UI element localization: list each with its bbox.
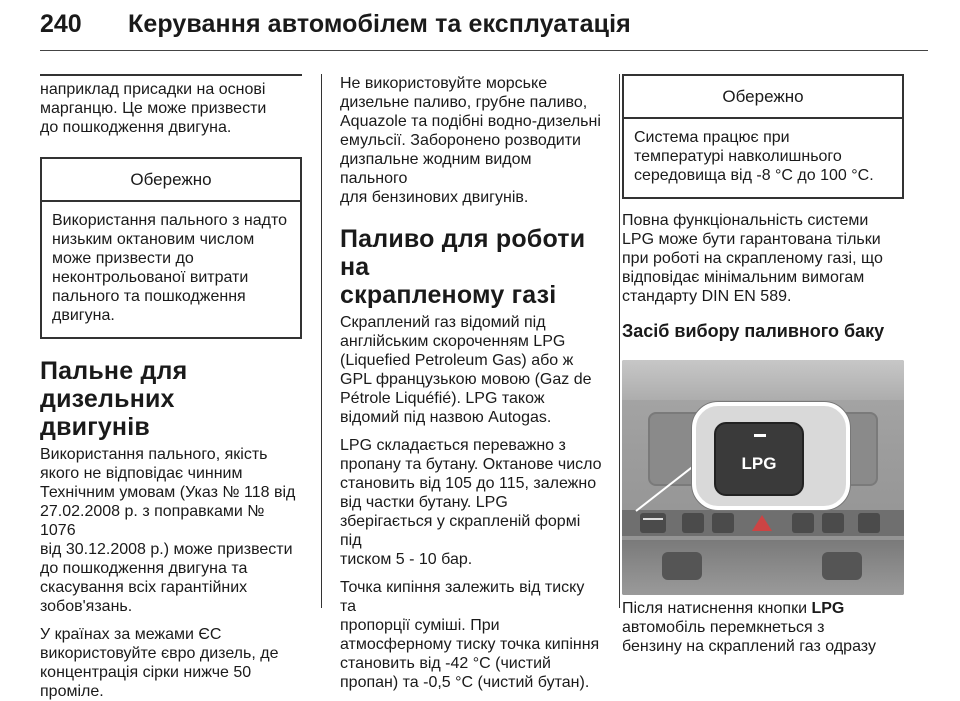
- text-line: становить від 105 до 115, залежно: [340, 475, 597, 492]
- caution-box: [622, 74, 904, 199]
- paragraph: [340, 436, 602, 569]
- text-line: дизпальне жодним видом пального: [340, 151, 532, 187]
- paragraph: [340, 313, 602, 427]
- title-line: Пальне для дизельних: [40, 357, 188, 413]
- column-right: [622, 74, 904, 656]
- text-line: [622, 599, 904, 618]
- indicator-led: [754, 434, 766, 437]
- text-span: Після натиснення кнопки: [622, 600, 812, 617]
- paragraph: [340, 74, 602, 207]
- column-middle: [340, 74, 602, 692]
- text-line: Використання пального з надто: [52, 212, 288, 229]
- column-divider: [619, 74, 620, 608]
- lpg-button-figure: [622, 360, 904, 595]
- text-line: середовища від -8 °C до 100 °C.: [634, 167, 874, 184]
- text-line: дизельне паливо, грубне паливо,: [340, 94, 588, 111]
- text-line: до пошкодження двигуна.: [40, 119, 232, 136]
- paragraph: [40, 625, 302, 701]
- text-line: LPG може бути гарантована тільки: [622, 231, 881, 248]
- caution-heading: Обережно: [624, 76, 902, 119]
- caution-heading: Обережно: [42, 159, 300, 202]
- text-line: неконтрольованої витрати: [52, 269, 249, 286]
- page-title: Керування автомобілем та експлуатація: [128, 10, 631, 38]
- switch: [822, 513, 844, 533]
- text-line: від частки бутану. LPG: [340, 494, 508, 511]
- text-line: тиском 5 - 10 бар.: [340, 551, 473, 568]
- paragraph: [622, 599, 904, 656]
- header-divider: [40, 50, 928, 51]
- text-line: 27.02.2008 р. з поправками № 1076: [40, 503, 265, 539]
- lpg-switch-small: [640, 513, 666, 533]
- text-line: концентрація сірки нижче 50: [40, 664, 252, 681]
- paragraph: [40, 445, 302, 616]
- text-line: пропорції суміші. При: [340, 617, 500, 634]
- title-line: двигунів: [40, 413, 150, 441]
- text-line: пропану та бутану. Октанове число: [340, 456, 602, 473]
- text-line: (Liquefied Petroleum Gas) або ж: [340, 352, 574, 369]
- continued-caution-text: [40, 74, 302, 137]
- section-title-diesel: [40, 357, 302, 441]
- text-line: GPL французькою мовою (Gaz de: [340, 371, 592, 388]
- section-title-lpg: [340, 225, 602, 309]
- text-line: LPG складається переважно з: [340, 437, 566, 454]
- text-line: низьким октановим числом: [52, 231, 255, 248]
- caution-body: [42, 202, 300, 337]
- text-line: проміле.: [40, 683, 104, 700]
- switch: [682, 513, 704, 533]
- caution-box: [40, 157, 302, 339]
- zoomed-lpg-button: [692, 402, 850, 510]
- text-line: двигуна.: [52, 307, 115, 324]
- text-line: пропан) та -0,5 °C (чистий бутан).: [340, 674, 590, 691]
- text-line: Використання пального, якість: [40, 446, 268, 463]
- text-line: автомобіль перемкнеться з: [622, 619, 825, 636]
- text-line: для бензинових двигунів.: [340, 189, 529, 206]
- text-line: наприклад присадки на основі: [40, 81, 266, 98]
- text-line: Точка кипіння залежить від тиску та: [340, 579, 585, 615]
- text-line: марганцю. Це може призвести: [40, 100, 267, 117]
- text-line: використовуйте євро дизель, де: [40, 645, 279, 662]
- subsection-title: Засіб вибору паливного баку: [622, 321, 885, 341]
- text-line: емульсії. Заборонено розводити: [340, 132, 581, 149]
- text-line: Технічним умовам (Указ № 118 від: [40, 484, 296, 501]
- text-line: Система працює при: [634, 129, 790, 146]
- text-line: якого не відповідає чинним: [40, 465, 243, 482]
- column-divider: [321, 74, 322, 608]
- text-line: стандарту DIN EN 589.: [622, 288, 792, 305]
- text-line: до пошкодження двигуна та: [40, 560, 248, 577]
- text-line: при роботі на скрапленому газі, що: [622, 250, 883, 267]
- dashboard-top: [622, 360, 904, 400]
- column-left: [40, 74, 302, 701]
- text-line: відомий під назвою Autogas.: [340, 409, 552, 426]
- text-line: Скраплений газ відомий під: [340, 314, 546, 331]
- text-line: становить від -42 °C (чистий: [340, 655, 551, 672]
- caution-body: [624, 119, 902, 197]
- text-line: зобов'язань.: [40, 598, 133, 615]
- lpg-button: [714, 422, 804, 496]
- switch: [712, 513, 734, 533]
- page-header: [40, 6, 920, 46]
- lpg-switch-mark: [643, 518, 663, 528]
- paragraph: [340, 578, 602, 692]
- lpg-key-label: LPG: [811, 600, 845, 617]
- text-line: Pétrole Liquéfié). LPG також: [340, 390, 545, 407]
- title-line: Паливо для роботи на: [340, 225, 586, 281]
- text-line: Не використовуйте морське: [340, 75, 548, 92]
- text-line: пального та пошкодження: [52, 288, 246, 305]
- text-line: може призвести до: [52, 250, 194, 267]
- text-line: Aquazole та подібні водно-дизельні: [340, 113, 601, 130]
- switch: [858, 513, 880, 533]
- lpg-button-label: LPG: [741, 454, 777, 473]
- switch: [792, 513, 814, 533]
- text-line: відповідає мінімальним вимогам: [622, 269, 865, 286]
- control-knob: [662, 552, 702, 580]
- page-number: 240: [40, 10, 82, 38]
- text-line: зберігається у скрапленій формі під: [340, 513, 581, 549]
- control-knob: [822, 552, 862, 580]
- paragraph: [622, 211, 904, 306]
- text-line: атмосферному тиску точка кипіння: [340, 636, 600, 653]
- text-line: температурі навколишнього: [634, 148, 842, 165]
- text-line: У країнах за межами ЄС: [40, 626, 222, 643]
- text-line: скасування всіх гарантійних: [40, 579, 248, 596]
- text-line: англійським скороченням LPG: [340, 333, 566, 350]
- text-line: бензину на скраплений газ одразу: [622, 638, 876, 655]
- title-line: скрапленому газі: [340, 281, 557, 309]
- text-line: від 30.12.2008 р.) може призвести: [40, 541, 293, 558]
- hazard-warning-icon: [752, 515, 772, 531]
- text-line: Повна функціональність системи: [622, 212, 869, 229]
